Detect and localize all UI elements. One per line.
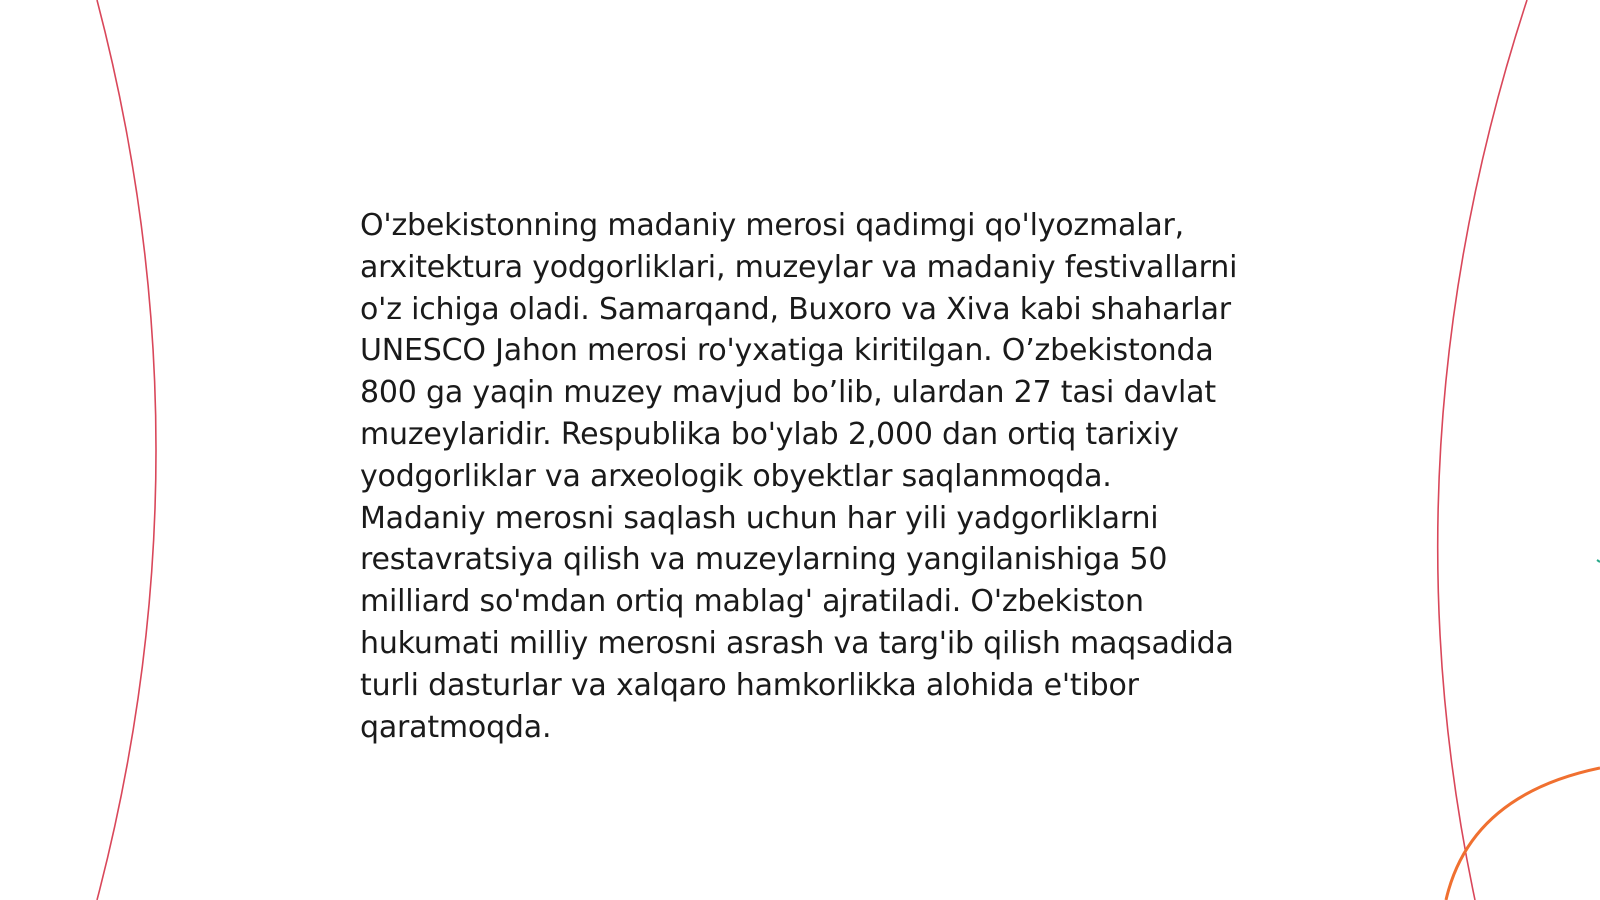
- orange-arc: [1446, 768, 1600, 900]
- right-curve-line: [1438, 0, 1527, 900]
- body-paragraph: O'zbekistonning madaniy merosi qadimgi qo'lyozmalar, arxitektura yodgorliklari, muzeylar va madaniy festivallarni o'z ichiga oladi. Samarqand, Buxoro va Xiva kabi shaharlar UNESCO Jahon merosi ro'yxatiga kiritilgan. O’zbekistonda 800 ga yaqin muzey mavjud bo’lib, ulardan 27 tasi davlat muzeylaridir. Respublika bo'ylab 2,000 dan ortiq tarixiy yodgorliklar va arxeologik obyektlar saqlanmoqda. Madaniy merosni saqlash uchun har yili yadgorliklarni restavratsiya qilish va muzeylarning yangilanishiga 50 milliard so'mdan ortiq mablag' ajratiladi. O'zbekiston hukumati milliy merosni asrash va targ'ib qilish maqsadida turli dasturlar va xalqaro hamkorlikka alohida e'tibor qaratmoqda.: [360, 208, 1238, 745]
- left-curve-line: [97, 0, 156, 900]
